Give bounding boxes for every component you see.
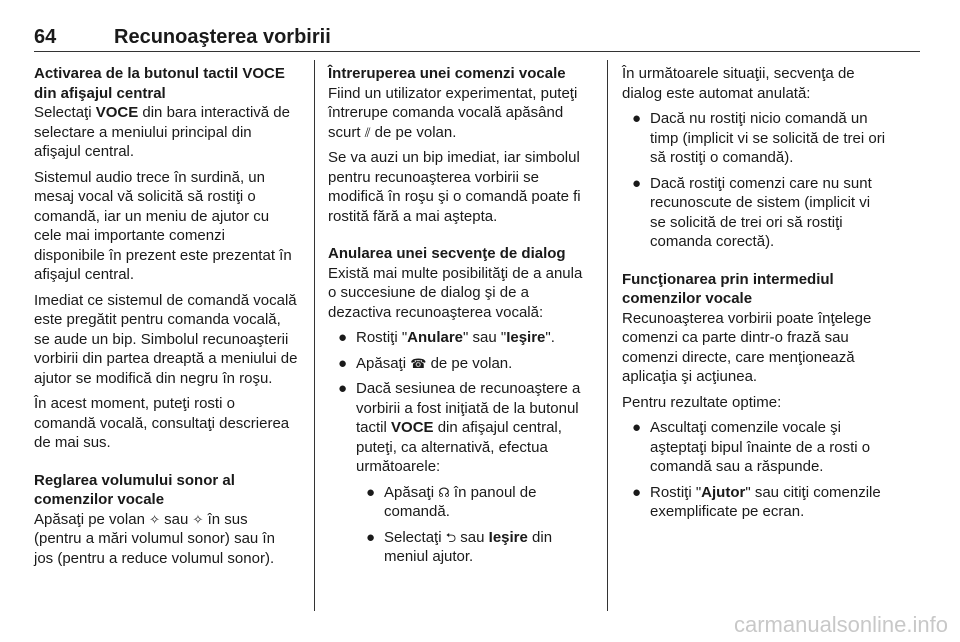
paragraph: Se va auzi un bip imediat, iar simbolul pentru recunoaşterea vorbirii se modifică în roşu şi o comandă poate fi rostită fără a mai aştepta.	[328, 149, 581, 225]
page-title: Recunoaşterea vorbirii	[114, 26, 331, 48]
back-icon: ⮌	[445, 529, 457, 545]
bullet-icon: ●	[338, 354, 348, 372]
paragraph: Există mai multe posibilităţi de a anula o succesiune de dialog şi de a dezactiva recunoaşterea vocală:	[328, 264, 583, 321]
bullet-icon: ●	[632, 483, 642, 501]
list-item: ● Rostiţi "Anulare" sau "Ieşire".	[338, 329, 555, 346]
paragraph: Fiind un utilizator experimentat, puteţi întrerupe comanda vocală apăsând scurt ⫽ de pe volan.	[328, 84, 578, 141]
paragraph: Apăsaţi pe volan ✧ sau ✧ în sus (pentru a mări volumul sonor) sau în jos (pentru a reduce volumul sonor).	[34, 510, 275, 567]
paragraph: Pentru rezultate optime:	[622, 393, 782, 411]
column-right	[622, 64, 890, 528]
column-divider-2	[607, 60, 608, 611]
list-item: ● Apăsaţi ☊ în panoul de comandă.	[366, 483, 537, 520]
column-left	[34, 64, 298, 574]
section-heading-volume: Reglarea volumului sonor al comenzilor vocale	[34, 471, 235, 508]
watermark: carmanualsonline.info	[733, 612, 948, 637]
auto-cancel-list	[622, 109, 890, 252]
volume-up-icon: ✧	[149, 511, 160, 527]
header-divider	[34, 51, 920, 52]
list-item: ● Dacă sesiunea de recunoaştere a vorbirii a fost iniţiată de la butonul tactil VOCE din afişajul central, puteţi, ca alternativă, efectua următoarele: ● Apăsaţi ☊ în panoul de comandă. ● Selectaţi ⮌ sau Ieşire din meniul ajutor.	[328, 379, 594, 567]
voice-button-icon: ⫽	[364, 124, 371, 140]
bullet-icon: ●	[632, 174, 642, 192]
paragraph: În următoarele situaţii, secvenţa de dialog este automat anulată:	[622, 65, 855, 102]
column-divider-1	[314, 60, 315, 611]
paragraph: Imediat ce sistemul de comandă vocală este pregătit pentru comanda vocală, se aude un bip. Simbolul recunoaşterii vorbirii din partea dreaptă a meniului de ajutor se modifică din negru în roşu.	[34, 291, 298, 387]
section-heading-interrupt: Întreruperea unei comenzi vocale	[328, 65, 566, 82]
bullet-icon: ●	[632, 419, 642, 436]
bullet-icon: ●	[366, 528, 376, 546]
best-results-list	[622, 418, 890, 522]
bullet-icon: ●	[338, 380, 348, 397]
phone-hangup-icon: ☎	[410, 355, 427, 371]
cancel-options-list	[328, 328, 594, 567]
paragraph: Sistemul audio trece în surdină, un mesaj vocal vă solicită să rostiţi o comandă, iar un meniu de ajutor cu cele mai importante comenzi disponibile în prezent este prezentat în afişajul central.	[34, 168, 292, 283]
list-item: ● Rostiţi "Ajutor" sau citiţi comenzile exemplificate pe ecran.	[632, 483, 881, 520]
list-item: ● Ascultaţi comenzile vocale şi aşteptaţi bipul înainte de a rosti o comandă sau a răspunde.	[632, 419, 871, 475]
page-number: 64	[34, 26, 57, 48]
bullet-icon: ●	[338, 329, 348, 346]
section-heading-cancel-dialog: Anularea unei secvenţe de dialog	[328, 245, 566, 262]
paragraph: Selectaţi VOCE din bara interactivă de selectare a meniului principal din afişajul central.	[34, 104, 290, 160]
volume-down-icon: ✧	[192, 511, 204, 527]
list-item: ● Dacă nu rostiţi nicio comandă un timp (implicit vi se solicită de trei ori să rostiţi o comandă).	[632, 110, 886, 166]
list-item: ● Apăsaţi ☎ de pe volan.	[338, 354, 513, 372]
list-item: ● Selectaţi ⮌ sau Ieşire din meniul ajutor.	[366, 528, 553, 565]
section-heading-activate-voice: Activarea de la butonul tactil VOCE din afişajul central	[34, 65, 285, 102]
list-item: ● Dacă rostiţi comenzi care nu sunt recunoscute de sistem (implicit vi se solicită de trei ori să rostiţi comanda corectă).	[632, 174, 872, 250]
paragraph: Recunoaşterea vorbirii poate înţelege comenzi ca parte dintr-o frază sau comenzi directe, care menţionează aplicaţia şi acţiunea.	[622, 309, 872, 385]
alternative-options-list	[356, 483, 594, 567]
column-middle	[328, 64, 594, 573]
section-heading-voice-operation: Funcţionarea prin intermediul comenzilor vocale	[622, 270, 834, 307]
bullet-icon: ●	[632, 110, 642, 127]
page-header	[34, 26, 924, 48]
paragraph: În acest moment, puteţi rosti o comandă vocală, consultaţi descrierea de mai sus.	[34, 395, 290, 451]
voice-panel-icon: ☊	[438, 484, 450, 500]
bullet-icon: ●	[366, 483, 376, 501]
